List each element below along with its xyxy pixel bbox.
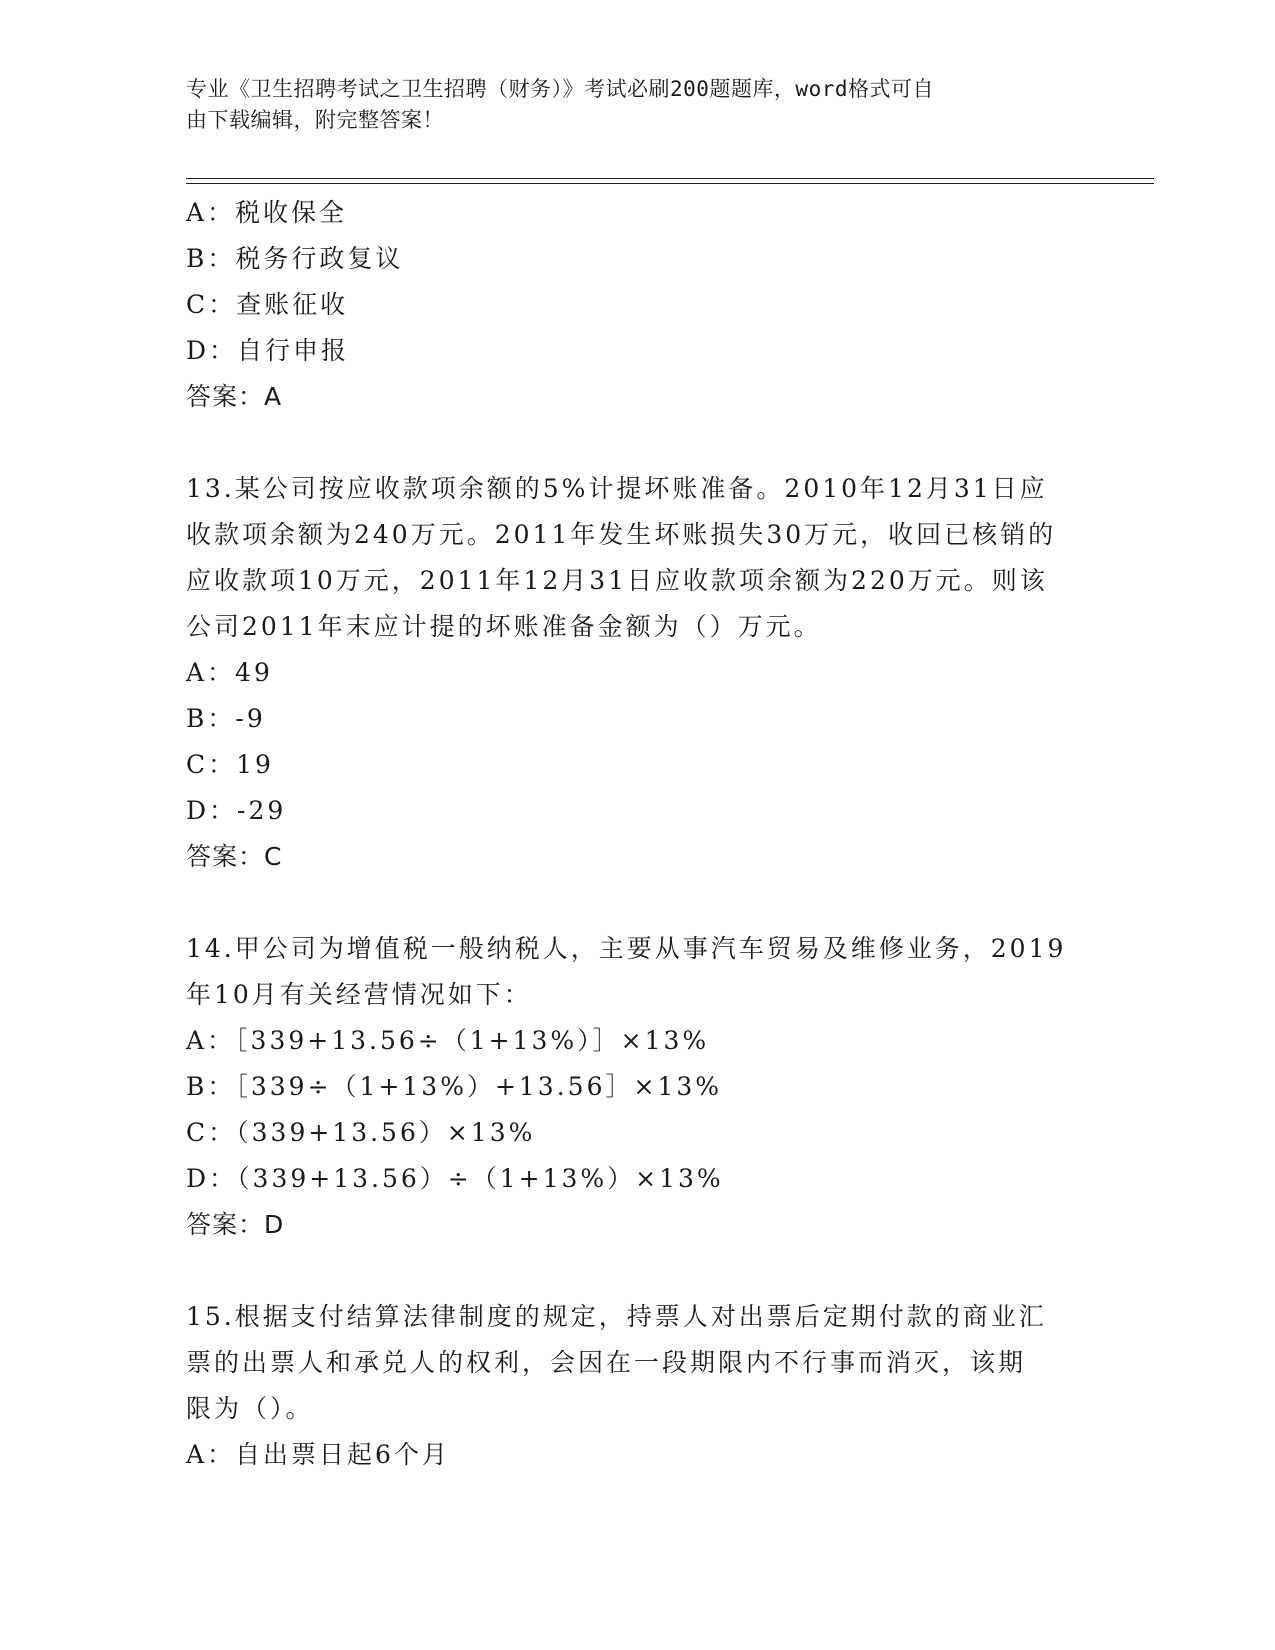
- option-c: C：（339+13.56）×13%: [186, 1118, 536, 1147]
- spacer: [186, 880, 1086, 926]
- option-d: D：自行申报: [186, 336, 350, 365]
- question-stem-line: 收款项余额为240万元。2011年发生坏账损失30万元，收回已核销的: [186, 520, 1057, 549]
- question-stem-line: 年10月有关经营情况如下：: [186, 980, 532, 1009]
- question-stem-line: 票的出票人和承兑人的权利，会因在一段期限内不行事而消灭，该期: [186, 1348, 1027, 1377]
- option-a: A：49: [186, 658, 273, 687]
- option-a: A：［339+13.56÷（1+13%）］×13%: [186, 1026, 710, 1055]
- option-d: D：-29: [186, 796, 287, 825]
- answer-label: 答案：D: [186, 1210, 285, 1239]
- option-b: B：税务行政复议: [186, 244, 404, 273]
- option-d: D：（339+13.56）÷（1+13%）×13%: [186, 1164, 724, 1193]
- answer-label: 答案：C: [186, 842, 283, 871]
- question-13: [186, 466, 1086, 880]
- option-a: A：税收保全: [186, 198, 348, 227]
- question-15: [186, 1294, 1086, 1478]
- option-c: C：19: [186, 750, 274, 779]
- option-c: C：查账征收: [186, 290, 349, 319]
- option-a: A：自出票日起6个月: [186, 1440, 450, 1469]
- question-stem-line: 应收款项10万元，2011年12月31日应收款项余额为220万元。则该: [186, 566, 1048, 595]
- spacer: [186, 1248, 1086, 1294]
- option-b: B：-9: [186, 704, 266, 733]
- header-line-2: 由下载编辑，附完整答案！: [186, 108, 444, 132]
- document-header: [186, 74, 1066, 136]
- question-stem-line: 15.根据支付结算法律制度的规定，持票人对出票后定期付款的商业汇: [186, 1302, 1047, 1331]
- question-stem-line: 公司2011年末应计提的坏账准备金额为（）万元。: [186, 612, 822, 641]
- header-line-1: 专业《卫生招聘考试之卫生招聘（财务）》考试必刷200题题库，word格式可自: [186, 77, 934, 101]
- spacer: [186, 420, 1086, 466]
- question-14: [186, 926, 1086, 1248]
- header-divider-bottom: [186, 183, 1154, 184]
- question-stem-line: 13.某公司按应收款项余额的5%计提坏账准备。2010年12月31日应: [186, 474, 1048, 503]
- question-12: [186, 190, 1086, 420]
- question-stem-line: 14.甲公司为增值税一般纳税人，主要从事汽车贸易及维修业务，2019: [186, 934, 1067, 963]
- question-stem-line: 限为（）。: [186, 1394, 314, 1423]
- answer-label: 答案：A: [186, 382, 283, 411]
- option-b: B：［339÷（1+13%）+13.56］×13%: [186, 1072, 722, 1101]
- question-list: [186, 190, 1086, 1478]
- header-divider-top: [186, 178, 1154, 179]
